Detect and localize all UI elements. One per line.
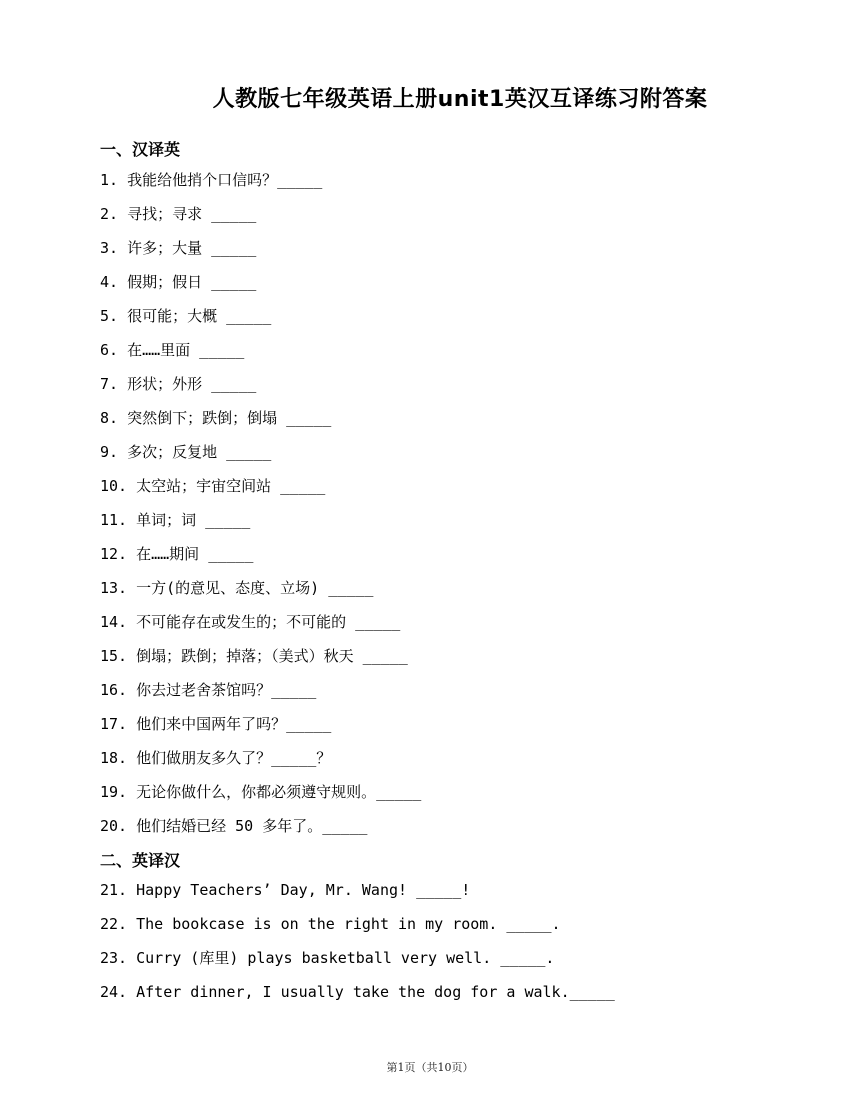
- question-item: [100, 680, 316, 700]
- question-number: 18.: [100, 749, 128, 767]
- question-number: 6.: [100, 341, 119, 359]
- question-text: Curry (库里) plays basketball very well. _____.: [136, 949, 555, 967]
- question-item: [100, 476, 325, 496]
- section-heading-cn-to-en: 一、汉译英: [100, 140, 181, 159]
- question-text: 在……里面 _____: [127, 341, 245, 359]
- question-text: 无论你做什么，你都必须遵守规则。_____: [136, 783, 422, 801]
- question-number: 11.: [100, 511, 128, 529]
- question-number: 3.: [100, 239, 119, 257]
- question-number: 16.: [100, 681, 128, 699]
- question-text: 你去过老舍茶馆吗？_____: [136, 681, 317, 699]
- question-item: [100, 880, 470, 900]
- question-number: 9.: [100, 443, 119, 461]
- question-item: [100, 646, 408, 666]
- question-text: 我能给他捎个口信吗？_____: [127, 171, 323, 189]
- question-item: [100, 782, 421, 802]
- question-item: [100, 238, 256, 258]
- question-item: [100, 204, 256, 224]
- question-item: [100, 442, 271, 462]
- question-number: 8.: [100, 409, 119, 427]
- question-number: 23.: [100, 949, 128, 967]
- question-item: [100, 544, 253, 564]
- question-number: 5.: [100, 307, 119, 325]
- question-number: 13.: [100, 579, 128, 597]
- question-text: 很可能；大概 _____: [127, 307, 272, 325]
- question-item: [100, 612, 400, 632]
- question-item: [100, 510, 250, 530]
- question-number: 20.: [100, 817, 128, 835]
- question-number: 4.: [100, 273, 119, 291]
- question-item: [100, 374, 256, 394]
- question-number: 2.: [100, 205, 119, 223]
- question-number: 15.: [100, 647, 128, 665]
- question-item: [100, 340, 244, 360]
- question-text: 不可能存在或发生的；不可能的 _____: [136, 613, 401, 631]
- question-number: 21.: [100, 881, 128, 899]
- question-item: [100, 816, 367, 836]
- question-text: 他们做朋友多久了？_____？: [136, 749, 332, 767]
- question-text: 单词；词 _____: [136, 511, 251, 529]
- question-text: The bookcase is on the right in my room. _____.: [136, 915, 561, 933]
- question-text: 寻找；寻求 _____: [127, 205, 257, 223]
- document-title: 人教版七年级英语上册unit1英汉互译练习附答案: [212, 87, 708, 112]
- question-item: [100, 408, 331, 428]
- question-number: 17.: [100, 715, 128, 733]
- question-number: 1.: [100, 171, 119, 189]
- question-text: Happy Teachers’ Day, Mr. Wang! _____!: [136, 881, 471, 899]
- question-text: 在……期间 _____: [136, 545, 254, 563]
- question-text: 他们结婚已经 50 多年了。_____: [136, 817, 368, 835]
- question-item: [100, 272, 256, 292]
- question-item: [100, 948, 554, 968]
- question-item: [100, 578, 373, 598]
- question-item: [100, 714, 331, 734]
- question-item: [100, 170, 322, 190]
- question-text: 一方(的意见、态度、立场) _____: [136, 579, 374, 597]
- question-item: [100, 914, 561, 934]
- question-number: 14.: [100, 613, 128, 631]
- question-text: 突然倒下；跌倒；倒塌 _____: [127, 409, 332, 427]
- question-number: 10.: [100, 477, 128, 495]
- question-text: 许多；大量 _____: [127, 239, 257, 257]
- question-number: 24.: [100, 983, 128, 1001]
- question-number: 19.: [100, 783, 128, 801]
- question-text: After dinner, I usually take the dog for a walk._____: [136, 983, 615, 1001]
- question-text: 他们来中国两年了吗？_____: [136, 715, 332, 733]
- question-item: [100, 306, 271, 326]
- question-text: 太空站；宇宙空间站 _____: [136, 477, 326, 495]
- question-number: 12.: [100, 545, 128, 563]
- section-heading-en-to-cn: 二、英译汉: [100, 851, 181, 870]
- question-item: [100, 748, 331, 768]
- page-footer: 第1页（共10页）: [386, 1061, 474, 1074]
- question-text: 倒塌；跌倒；掉落；（美式）秋天 _____: [136, 647, 408, 665]
- question-number: 7.: [100, 375, 119, 393]
- question-text: 形状；外形 _____: [127, 375, 257, 393]
- question-item: [100, 982, 615, 1002]
- question-text: 假期；假日 _____: [127, 273, 257, 291]
- question-text: 多次；反复地 _____: [127, 443, 272, 461]
- question-number: 22.: [100, 915, 128, 933]
